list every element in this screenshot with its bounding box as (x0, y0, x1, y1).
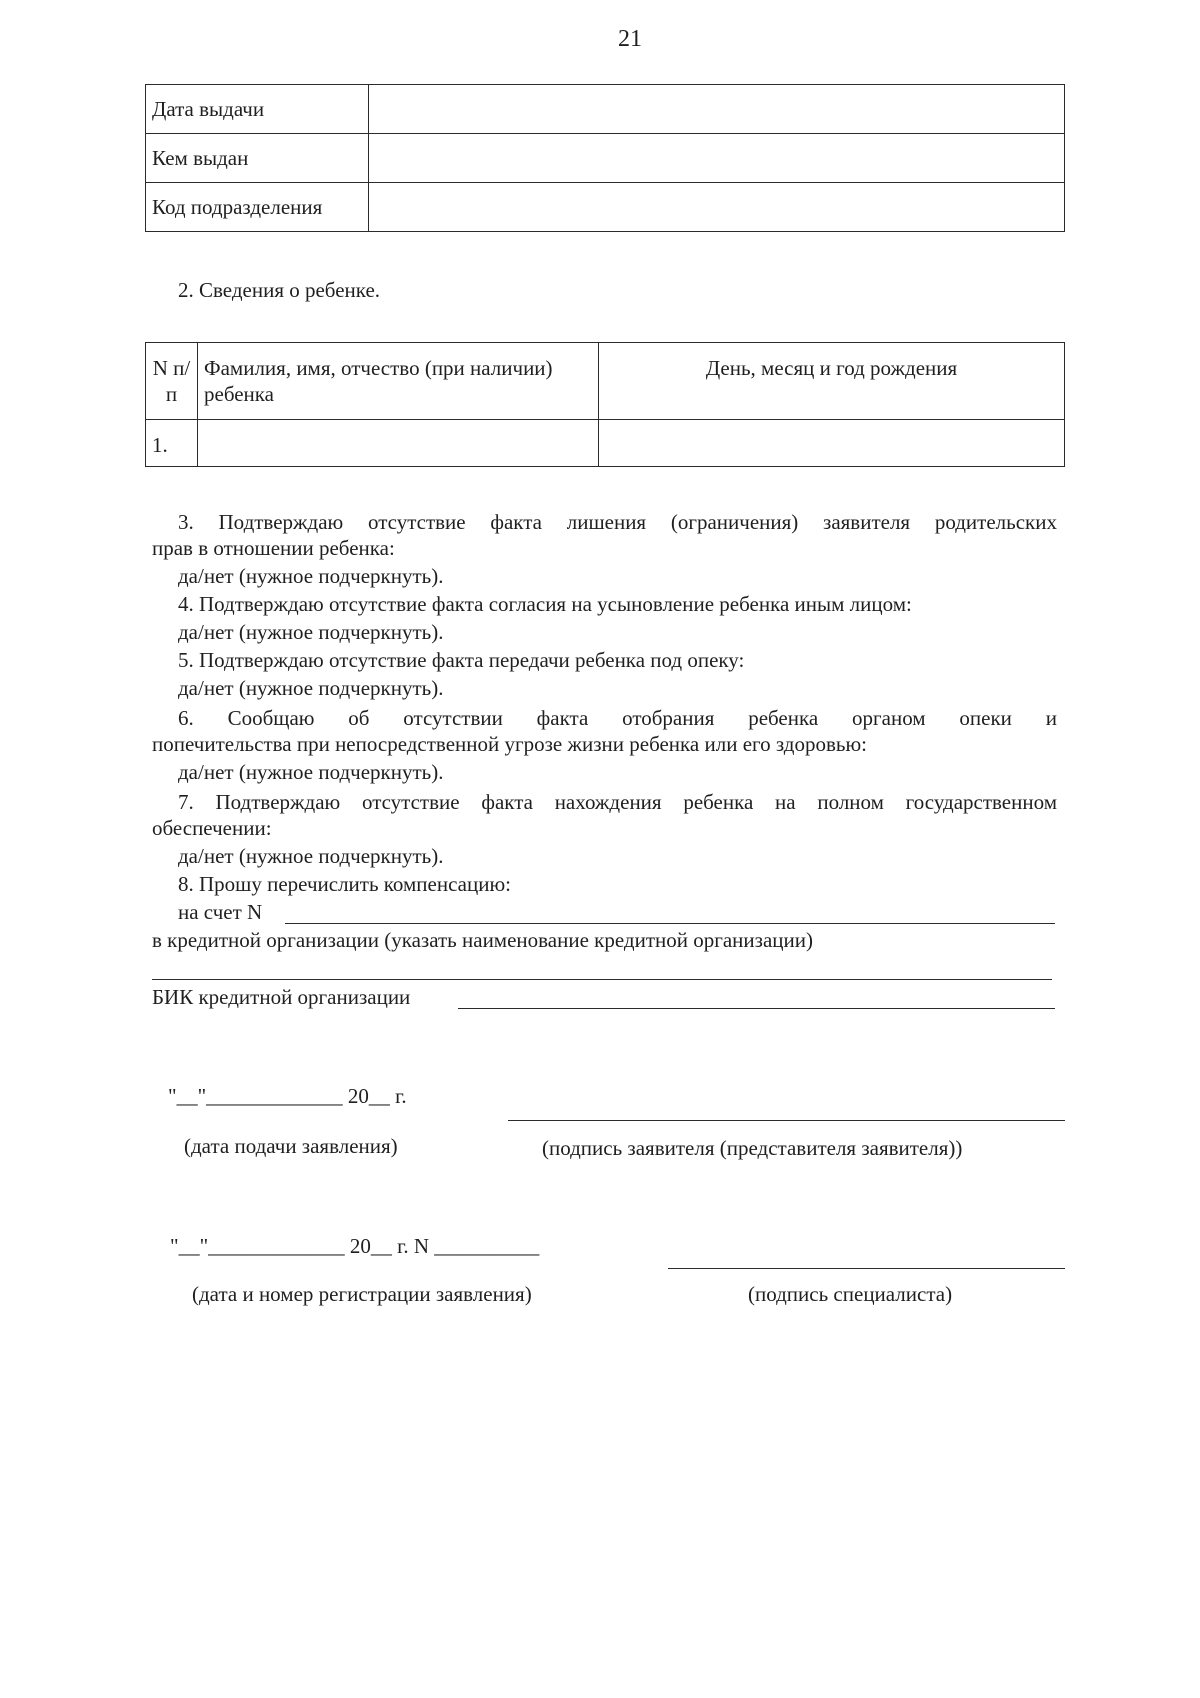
application-date-field: "__"_____________ 20__ г. (168, 1084, 407, 1108)
issued-by-value (369, 134, 1065, 183)
applicant-signature-caption: (подпись заявителя (представителя заявителя)) (542, 1136, 963, 1160)
statement-3-line-1: 3. Подтверждаю отсутствие факта лишения (ограничения) заявителя родительских (178, 510, 1057, 534)
row-number: 1. (146, 420, 198, 467)
header-birth-date: День, месяц и год рождения (599, 343, 1065, 420)
passport-table (145, 84, 1065, 232)
division-code-label: Код подразделения (146, 183, 369, 232)
application-date-caption: (дата подачи заявления) (184, 1134, 398, 1158)
child-table (145, 342, 1065, 467)
issued-by-label: Кем выдан (146, 134, 369, 183)
statement-6-line-2: попечительства при непосредственной угрозе жизни ребенка или его здоровью: (152, 732, 867, 756)
statement-7-line-2: обеспечении: (152, 816, 272, 840)
account-number-label: на счет N (178, 900, 263, 924)
bik-label: БИК кредитной организации (152, 985, 411, 1009)
specialist-signature-line (668, 1268, 1065, 1269)
specialist-signature-caption: (подпись специалиста) (748, 1282, 953, 1306)
header-number: N п/п (146, 343, 198, 420)
applicant-signature-line (508, 1120, 1065, 1121)
page-number: 21 (618, 26, 642, 52)
statement-7-answer: да/нет (нужное подчеркнуть). (178, 844, 444, 868)
header-full-name: Фамилия, имя, отчество (при наличии) ребенка (198, 343, 599, 420)
statement-5-answer: да/нет (нужное подчеркнуть). (178, 676, 444, 700)
division-code-value (369, 183, 1065, 232)
bank-name-line (152, 979, 1052, 980)
statement-3-answer: да/нет (нужное подчеркнуть). (178, 564, 444, 588)
bik-line (458, 1008, 1055, 1009)
table-row (146, 134, 1065, 183)
bank-name-label: в кредитной организации (указать наименование кредитной организации) (152, 928, 813, 952)
statement-4-answer: да/нет (нужное подчеркнуть). (178, 620, 444, 644)
statement-6-line-1: 6. Сообщаю об отсутствии факта отобрания ребенка органом опеки и (178, 706, 1057, 730)
registration-date-field: "__"_____________ 20__ г. N __________ (170, 1234, 540, 1258)
registration-caption: (дата и номер регистрации заявления) (192, 1282, 532, 1306)
issue-date-value (369, 85, 1065, 134)
statement-5-line-1: 5. Подтверждаю отсутствие факта передачи ребенка под опеку: (178, 648, 745, 672)
issue-date-label: Дата выдачи (146, 85, 369, 134)
statement-8-line-1: 8. Прошу перечислить компенсацию: (178, 872, 512, 896)
statement-3-line-2: прав в отношении ребенка: (152, 536, 395, 560)
table-header-row (146, 343, 1065, 420)
table-row (146, 85, 1065, 134)
account-number-line (285, 923, 1055, 924)
statement-6-answer: да/нет (нужное подчеркнуть). (178, 760, 444, 784)
statement-7-line-1: 7. Подтверждаю отсутствие факта нахождения ребенка на полном государственном (178, 790, 1057, 814)
section-2-heading: 2. Сведения о ребенке. (178, 278, 381, 302)
statement-4-line-1: 4. Подтверждаю отсутствие факта согласия на усыновление ребенка иным лицом: (178, 592, 912, 616)
table-row (146, 420, 1065, 467)
row-full-name (198, 420, 599, 467)
table-row (146, 183, 1065, 232)
row-birth-date (599, 420, 1065, 467)
